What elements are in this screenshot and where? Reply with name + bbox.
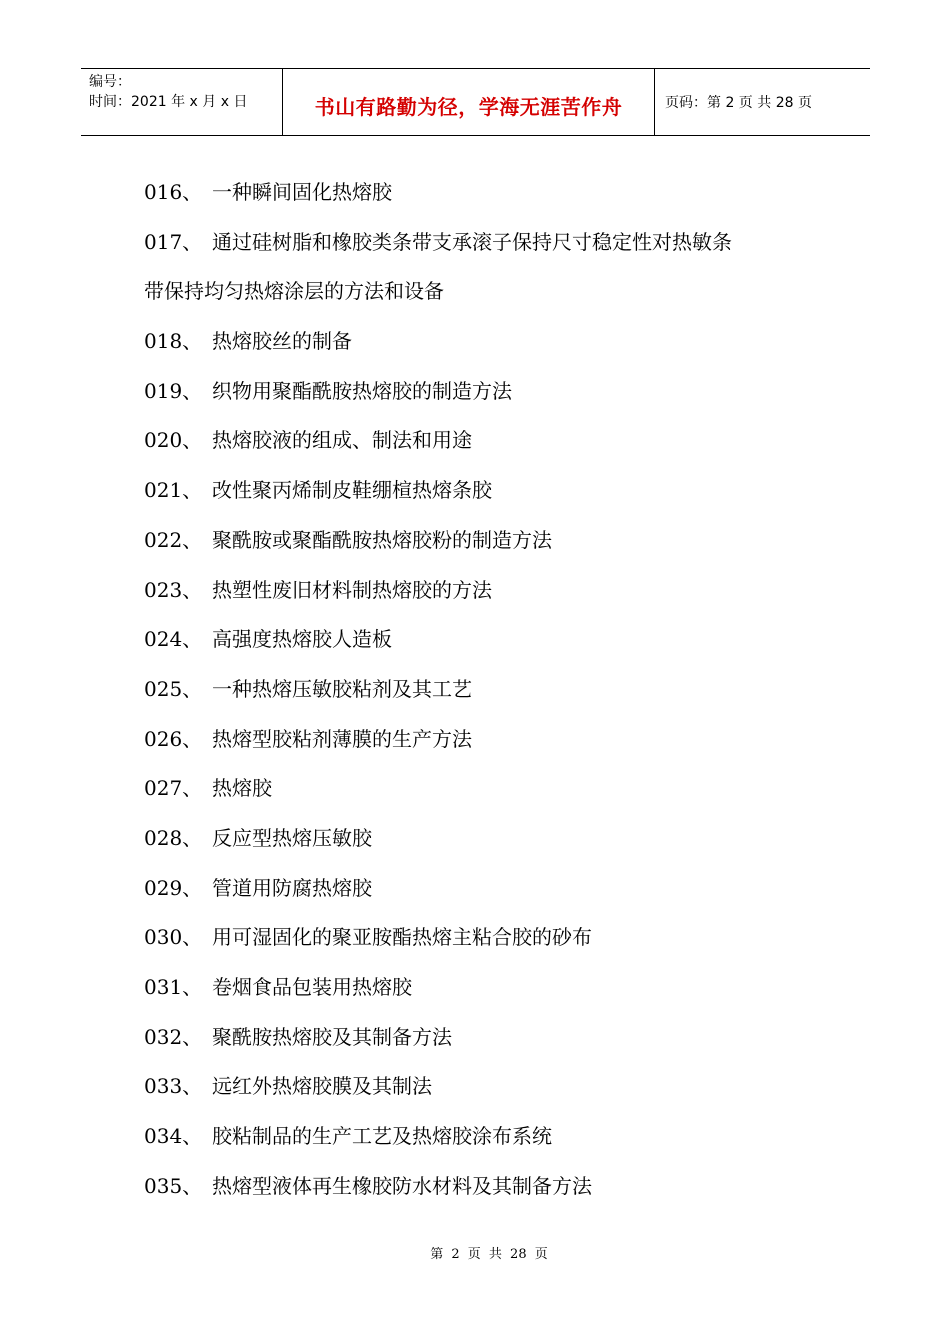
document-number-label: 编号： bbox=[89, 74, 131, 90]
list-item bbox=[144, 566, 824, 616]
list-item bbox=[144, 864, 824, 914]
item-number: 028、 bbox=[144, 825, 203, 850]
header-page-info: 页码：第 2 页 共 28 页 bbox=[665, 95, 812, 111]
item-text: 通过硅树脂和橡胶类条带支承滚子保持尺寸稳定性对热敏条 bbox=[212, 229, 732, 254]
item-number: 032、 bbox=[144, 1024, 203, 1049]
item-text: 热熔型胶粘剂薄膜的生产方法 bbox=[212, 726, 472, 751]
item-text: 改性聚丙烯制皮鞋绷楦热熔条胶 bbox=[212, 478, 492, 503]
item-number: 029、 bbox=[144, 875, 203, 900]
list-item bbox=[144, 516, 824, 566]
list-item bbox=[144, 466, 824, 516]
item-text: 一种热熔压敏胶粘剂及其工艺 bbox=[212, 676, 472, 701]
page-header bbox=[81, 68, 870, 136]
list-item bbox=[144, 317, 824, 367]
list-item bbox=[144, 814, 824, 864]
item-text: 热熔胶液的组成、制法和用途 bbox=[212, 428, 472, 453]
item-number: 020、 bbox=[144, 428, 203, 453]
list-item bbox=[144, 168, 824, 218]
item-text: 远红外热熔胶膜及其制法 bbox=[212, 1074, 432, 1099]
item-number: 031、 bbox=[144, 975, 203, 999]
item-text: 用可湿固化的聚亚胺酯热熔主粘合胶的砂布 bbox=[212, 925, 592, 950]
item-text: 热熔型液体再生橡胶防水材料及其制备方法 bbox=[212, 1173, 592, 1198]
header-meta bbox=[81, 69, 282, 135]
item-text: 热塑性废旧材料制热熔胶的方法 bbox=[212, 577, 492, 602]
list-item bbox=[144, 913, 824, 963]
item-text: 一种瞬间固化热熔胶 bbox=[212, 180, 392, 204]
item-text: 卷烟食品包装用热熔胶 bbox=[212, 975, 412, 999]
list-item bbox=[144, 367, 824, 417]
header-motto: 书山有路勤为径，学海无涯苦作舟 bbox=[314, 94, 623, 119]
header-motto-cell bbox=[282, 69, 655, 135]
item-text: 热熔胶丝的制备 bbox=[212, 329, 352, 354]
item-text: 织物用聚酯酰胺热熔胶的制造方法 bbox=[212, 378, 512, 403]
item-number: 016、 bbox=[144, 180, 203, 204]
item-number: 030、 bbox=[144, 925, 203, 950]
item-number: 019、 bbox=[144, 378, 203, 403]
item-number: 025、 bbox=[144, 676, 203, 701]
item-number: 026、 bbox=[144, 726, 203, 751]
item-number: 023、 bbox=[144, 577, 203, 602]
list-item bbox=[144, 665, 824, 715]
list-item bbox=[144, 416, 824, 466]
item-text: 反应型热熔压敏胶 bbox=[212, 825, 372, 850]
list-item bbox=[144, 615, 824, 665]
list-item bbox=[144, 1162, 824, 1212]
item-number: 024、 bbox=[144, 627, 203, 652]
item-text: 聚酰胺或聚酯酰胺热熔胶粉的制造方法 bbox=[212, 527, 552, 552]
list-item bbox=[144, 218, 824, 268]
item-number: 018、 bbox=[144, 329, 203, 354]
item-text-continuation: 带保持均匀热熔涂层的方法和设备 bbox=[144, 279, 444, 304]
list-item bbox=[144, 764, 824, 814]
item-text: 聚酰胺热熔胶及其制备方法 bbox=[212, 1024, 452, 1049]
page-footer: 第 2 页 共 28 页 bbox=[430, 1247, 548, 1262]
document-time-label: 时间：2021 年 x 月 x 日 bbox=[89, 94, 248, 110]
item-number: 033、 bbox=[144, 1074, 203, 1099]
item-number: 017、 bbox=[144, 229, 203, 254]
item-number: 027、 bbox=[144, 776, 203, 801]
item-text: 热熔胶 bbox=[212, 776, 272, 801]
item-list bbox=[144, 168, 824, 1211]
header-page-info-cell bbox=[655, 69, 870, 135]
list-item bbox=[144, 1013, 824, 1063]
item-text: 管道用防腐热熔胶 bbox=[212, 875, 372, 900]
list-item bbox=[144, 963, 824, 1013]
item-text: 胶粘制品的生产工艺及热熔胶涂布系统 bbox=[212, 1124, 552, 1149]
list-item bbox=[144, 1062, 824, 1112]
item-number: 022、 bbox=[144, 527, 203, 552]
item-text: 高强度热熔胶人造板 bbox=[212, 627, 392, 652]
item-number: 035、 bbox=[144, 1173, 203, 1198]
item-number: 034、 bbox=[144, 1124, 203, 1149]
list-item bbox=[144, 1112, 824, 1162]
item-number: 021、 bbox=[144, 478, 203, 503]
list-item bbox=[144, 715, 824, 765]
